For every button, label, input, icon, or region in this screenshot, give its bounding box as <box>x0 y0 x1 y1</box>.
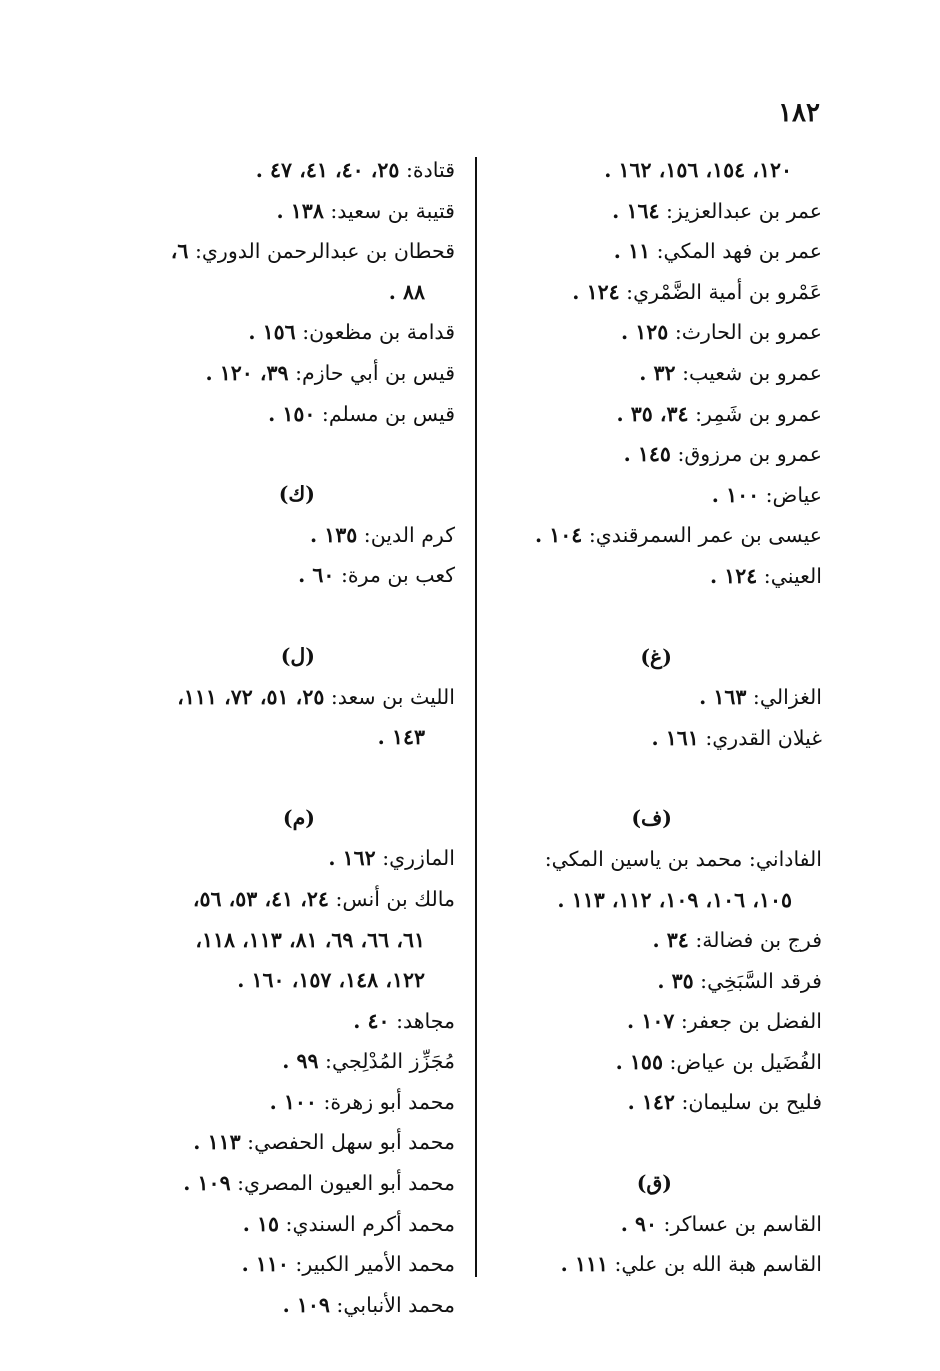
entry-name: مجاهد: <box>396 1008 455 1033</box>
index-entry <box>482 718 822 759</box>
index-entry <box>125 191 455 232</box>
entry-pages: ٣٤ . <box>652 928 689 953</box>
entry-name: الفاداني: محمد بن ياسين المكي: <box>544 846 822 871</box>
entry-pages: ١٠٠ . <box>269 1089 317 1114</box>
entry-pages: ٣٤، ٣٥ . <box>616 401 689 426</box>
entry-name: الفضل بن جعفر: <box>680 1009 822 1034</box>
section-spacer <box>482 758 822 798</box>
index-entry <box>125 1122 455 1163</box>
entry-name: عمرو بن مرزوق: <box>677 442 822 467</box>
entry-pages: ٦، <box>170 239 189 264</box>
entry-name: قتادة: <box>405 158 455 182</box>
entry-name: محمد أبو العيون المصري: <box>237 1171 455 1196</box>
entry-pages: ١٦١ . <box>651 725 699 750</box>
index-entry <box>482 394 822 435</box>
index-entry <box>125 515 455 556</box>
index-entry <box>482 231 822 272</box>
entry-name: فرقد السَّبَخِي: <box>700 968 822 993</box>
index-entry <box>482 312 822 353</box>
entry-name: عيسى بن عمر السمرقندي: <box>588 523 822 548</box>
section-spacer <box>482 597 822 637</box>
index-entry <box>125 677 455 718</box>
entry-pages: ٩٩ . <box>282 1049 319 1074</box>
entry-pages: ١٥٦ . <box>248 320 296 345</box>
letter-heading: (م) <box>282 805 315 830</box>
index-entry <box>125 1001 455 1042</box>
entry-name: قيس بن مسلم: <box>321 401 455 426</box>
section-spacer <box>125 596 455 636</box>
index-entry-continuation <box>125 960 455 1001</box>
entry-pages: ١٥٠ . <box>268 401 316 426</box>
entry-pages: ١٠٩ . <box>282 1292 330 1317</box>
entry-pages: ٣٥ . <box>657 968 694 993</box>
entry-name: الليث بن سعد: <box>330 684 455 709</box>
entry-pages: ١٣٥ . <box>309 522 358 547</box>
index-entry <box>125 312 455 353</box>
index-entry <box>482 1244 822 1285</box>
entry-name: القاسم هبة الله بن علي: <box>614 1252 822 1277</box>
entry-pages: ٨٨ . <box>388 279 425 304</box>
entry-pages: ٣٩، ١٢٠ . <box>205 360 289 385</box>
entry-name: عمر بن عبدالعزيز: <box>666 198 822 223</box>
entry-pages: ١٤٣ . <box>377 725 425 750</box>
entry-pages: ١٦٢ . <box>328 846 376 871</box>
index-entry <box>125 838 455 879</box>
entry-pages: ٢٥، ٥١، ٧٢، ١١١، <box>177 684 325 709</box>
entry-name: مُجَزِّز المُدْلِجي: <box>325 1049 455 1074</box>
entry-pages: ٢٤، ٤١، ٥٣، ٥٦، <box>192 886 329 911</box>
index-entry <box>482 1204 822 1245</box>
index-entry <box>482 677 822 718</box>
entry-pages: ١١٣ . <box>193 1130 241 1155</box>
entry-name: كعب بن مرة: <box>340 563 455 588</box>
index-entry <box>482 191 822 232</box>
entry-pages: ١٤٢ . <box>627 1090 675 1115</box>
entry-pages: ١٠٩ . <box>183 1171 231 1196</box>
entry-name: محمد الأمير الكبير: <box>295 1252 455 1277</box>
entry-name: كرم الدين: <box>363 522 455 547</box>
entry-pages: ١٢٠، ١٥٤، ١٥٦، ١٦٢ . <box>604 158 792 182</box>
entry-pages: ٦٠ . <box>298 563 335 588</box>
index-entry <box>482 1001 822 1042</box>
entry-name: عمر بن فهد المكي: <box>656 239 822 264</box>
entry-pages: ١٢٢، ١٤٨، ١٥٧، ١٦٠ . <box>237 968 425 993</box>
entry-pages: ١٠٤ . <box>535 523 583 548</box>
index-entry <box>482 272 822 313</box>
entry-name: الفُضَيل بن عياض: <box>669 1049 822 1074</box>
entry-pages: ١٥ . <box>242 1211 280 1236</box>
index-entry <box>482 920 822 961</box>
entry-pages: ١١٠ . <box>241 1252 289 1277</box>
index-entry <box>125 1244 455 1285</box>
index-column-right <box>482 150 822 1285</box>
entry-pages: ١٢٥ . <box>620 320 669 345</box>
index-entry-continuation <box>125 717 455 758</box>
entry-pages: ٤٠ . <box>353 1008 390 1033</box>
index-entry <box>125 1163 455 1204</box>
entry-name: محمد الأنبابي: <box>336 1292 455 1317</box>
entry-pages: ١٤٥ . <box>623 442 671 467</box>
index-entry-continuation <box>125 272 455 313</box>
index-entry <box>125 231 455 272</box>
entry-pages: ٢٥، ٤٠، ٤١، ٤٧ . <box>255 158 400 182</box>
entry-name: قتيبة بن سعيد: <box>330 198 455 223</box>
index-entry <box>482 515 822 556</box>
index-entry <box>482 1082 822 1123</box>
entry-name: محمد أبو زهرة: <box>323 1089 455 1114</box>
index-entry <box>125 150 455 191</box>
index-entry <box>482 839 822 880</box>
entry-pages: ١٦٤ . <box>612 198 660 223</box>
entry-name: محمد أكرم السندي: <box>285 1211 455 1236</box>
entry-pages: ١١ . <box>613 239 651 264</box>
entry-pages: ١٢٤ . <box>709 563 758 588</box>
section-spacer <box>125 434 455 474</box>
entry-name: عياض: <box>765 482 822 507</box>
index-entry <box>482 475 822 516</box>
entry-pages: ٩٠ . <box>620 1211 657 1236</box>
index-entry <box>482 961 822 1002</box>
letter-heading: (غ) <box>640 644 672 669</box>
index-entry <box>482 353 822 394</box>
entry-name: مالك بن أنس: <box>335 886 455 911</box>
entry-pages: ٣٢ . <box>639 360 676 385</box>
entry-name: قيس بن أبي حازم: <box>295 360 455 385</box>
index-entry <box>125 879 455 920</box>
index-entry <box>482 434 822 475</box>
entry-name: المازري: <box>382 846 455 871</box>
entry-name: العيني: <box>763 563 822 588</box>
index-entry <box>125 1041 455 1082</box>
index-column-left <box>125 150 455 1325</box>
entry-name: محمد أبو سهل الحفصي: <box>247 1130 455 1155</box>
index-entry-continuation <box>125 920 455 961</box>
column-divider <box>475 157 477 1277</box>
letter-heading: (ل) <box>280 643 315 668</box>
index-entry-continuation <box>482 880 822 921</box>
entry-pages: ١٠٠ . <box>711 482 760 507</box>
letter-heading: (ك) <box>278 482 315 507</box>
index-entry <box>482 1042 822 1083</box>
entry-pages: ١٥٥ . <box>615 1049 663 1074</box>
letter-heading: (ق) <box>636 1171 672 1196</box>
entry-name: قدامة بن مظعون: <box>302 320 455 345</box>
entry-name: عمرو بن شعيب: <box>682 360 822 385</box>
entry-name: فرج بن فضالة: <box>695 928 822 953</box>
entry-pages: ١٠٧ . <box>627 1009 675 1034</box>
index-entry <box>482 556 822 597</box>
index-entry-continuation <box>482 150 822 191</box>
entry-name: عمرو بن شَمِر: <box>695 401 822 426</box>
page-number: ١٨٢ <box>778 98 820 128</box>
entry-name: غيلان القدري: <box>705 725 822 750</box>
entry-name: عمرو بن الحارث: <box>674 320 822 345</box>
index-entry <box>125 1285 455 1326</box>
entry-name: قحطان بن عبدالرحمن الدوري: <box>194 239 455 264</box>
entry-name: عَمْرو بن أمية الضَّمْري: <box>626 279 822 304</box>
entry-name: القاسم بن عساكر: <box>663 1211 822 1236</box>
index-entry <box>125 394 455 435</box>
section-spacer <box>482 1123 822 1163</box>
entry-pages: ١١١ . <box>560 1252 608 1277</box>
index-entry <box>125 555 455 596</box>
index-entry <box>125 1204 455 1245</box>
entry-pages: ١٠٥، ١٠٦، ١٠٩، ١١٢، ١١٣ . <box>557 887 792 912</box>
entry-pages: ٦١، ٦٦، ٦٩، ٨١، ١١٣، ١١٨، <box>195 927 425 952</box>
entry-pages: ١٦٣ . <box>699 685 747 710</box>
entry-pages: ١٢٤ . <box>572 279 620 304</box>
entry-name: فليح بن سليمان: <box>681 1090 822 1115</box>
entry-name: الغزالي: <box>752 685 822 710</box>
section-spacer <box>125 758 455 798</box>
index-entry <box>125 353 455 394</box>
letter-heading: (ف) <box>631 806 672 831</box>
entry-pages: ١٣٨ . <box>276 198 324 223</box>
index-entry <box>125 1082 455 1123</box>
